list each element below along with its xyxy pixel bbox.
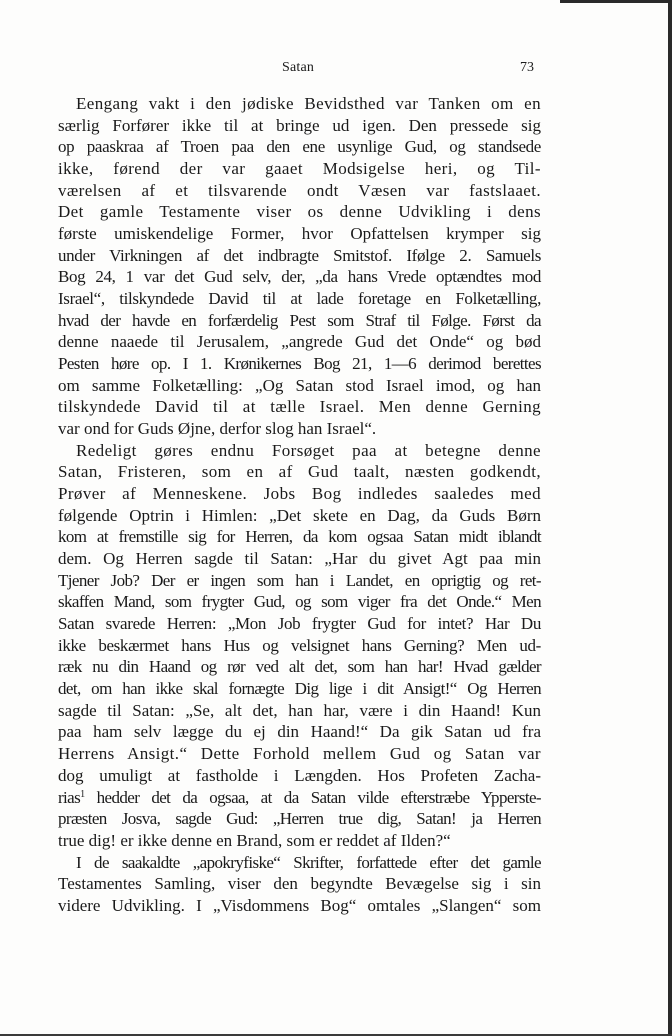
text-line: kom at fremstille sig for Herren, da kom ogsaa Satan midt iblandt — [58, 527, 541, 547]
text-line: tilskyndede David til at tælle Israel. Men denne Gerning — [58, 397, 541, 417]
text-fragment: rias — [58, 787, 81, 807]
text-line: Redeligt gøres endnu Forsøget paa at betegne denne — [76, 440, 541, 460]
text-line: præsten Josva, sagde Gud: „Herren true dig, Satan! ja Herren — [58, 809, 541, 829]
text-line: sagde til Satan: „Se, alt det, han har, være i din Haand! Kun — [58, 700, 541, 720]
text-line: Israel“, tilskyndede David til at lade foretage en Folketælling, — [58, 289, 541, 309]
page-number: 73 — [520, 60, 534, 75]
text-fragment: hedder det da ogsaa, at da Satan vilde efterstræbe Ypperste- — [84, 787, 541, 807]
text-line: Testamentes Samling, viser den begyndte Bevægelse sig i sin — [58, 874, 541, 894]
text-line: ikke, førend der var gaaet Modsigelse heri, og Til- — [58, 159, 541, 179]
running-head: Satan — [282, 60, 315, 75]
text-line: følgende Optrin i Himlen: „Det skete en Dag, da Guds Børn — [58, 505, 541, 525]
text-line: op paaskraa af Troen paa den ene usynlige Gud, og standsede — [58, 137, 541, 157]
text-line: om samme Folketælling: „Og Satan stod Israel imod, og han — [58, 375, 541, 395]
footnote-marker[interactable]: 1 — [80, 788, 85, 800]
text-line: true dig! er ikke denne en Brand, som er reddet af Ilden?“ — [58, 830, 451, 850]
text-line-with-footnote — [58, 787, 541, 809]
scan-edge-right — [668, 0, 672, 1036]
text-line: værelsen af et tilsvarende ondt Væsen var fastslaaet. — [58, 180, 541, 200]
text-line: videre Udvikling. I „Visdommens Bog“ omtales „Slangen“ som — [58, 895, 541, 915]
text-line: hvad der havde en forfærdelig Pest som Straf til Følge. Først da — [58, 310, 541, 330]
text-line: det, om han ikke skal fornægte Dig lige i dit Ansigt!“ Og Herren — [58, 679, 541, 699]
text-line: Eengang vakt i den jødiske Bevidsthed var Tanken om en — [76, 94, 541, 113]
text-line: Satan, Fristeren, som en af Gud taalt, næsten godkendt, — [58, 462, 541, 482]
scan-edge-top — [560, 0, 672, 3]
text-line: I de saakaldte „apokryfiske“ Skrifter, forfattede efter det gamle — [76, 852, 541, 872]
text-line: ikke beskærmet hans Hus og velsignet hans Gerning? Men ud- — [58, 635, 541, 655]
text-line: denne naaede til Jerusalem, „angrede Gud det Onde“ og bød — [58, 332, 541, 352]
text-line: paa ham selv lægge du ej din Haand!“ Da gik Satan ud fra — [58, 722, 541, 742]
text-line: under Virkningen af det indbragte Smitstof. Ifølge 2. Samuels — [58, 245, 541, 265]
text-line: ræk nu din Haand og rør ved alt det, som han har! Hvad gælder — [58, 657, 541, 677]
text-line: var ond for Guds Øjne, derfor slog han Israel“. — [58, 419, 377, 439]
text-line: Pesten høre op. I 1. Krønikernes Bog 21, 1—6 derimod berettes — [58, 354, 541, 374]
text-line: skaffen Mand, som frygter Gud, og som viger fra det Onde.“ Men — [58, 592, 541, 612]
body-text — [58, 93, 541, 917]
text-line: Satan svarede Herren: „Mon Job frygter Gud for intet? Har Du — [58, 614, 541, 634]
text-line: Prøver af Menneskene. Jobs Bog indledes saaledes med — [58, 484, 541, 504]
text-line: dog umuligt at fastholde i Længden. Hos Profeten Zacha- — [58, 765, 541, 785]
text-line: særlig Forfører ikke til at bringe ud igen. Den pressede sig — [58, 115, 541, 135]
text-line: Herrens Ansigt.“ Dette Forhold mellem Gud og Satan var — [58, 744, 541, 764]
text-line: Tjener Job? Der er ingen som han i Landet, en oprigtig og ret- — [58, 570, 541, 590]
text-line: Det gamle Testamente viser os denne Udvikling i dens — [58, 202, 541, 222]
text-line: Bog 24, 1 var det Gud selv, der, „da hans Vrede optændtes mod — [58, 267, 541, 287]
text-line: dem. Og Herren sagde til Satan: „Har du givet Agt paa min — [58, 549, 541, 569]
text-line: første umiskendelige Former, hvor Opfattelsen krymper sig — [58, 224, 541, 244]
